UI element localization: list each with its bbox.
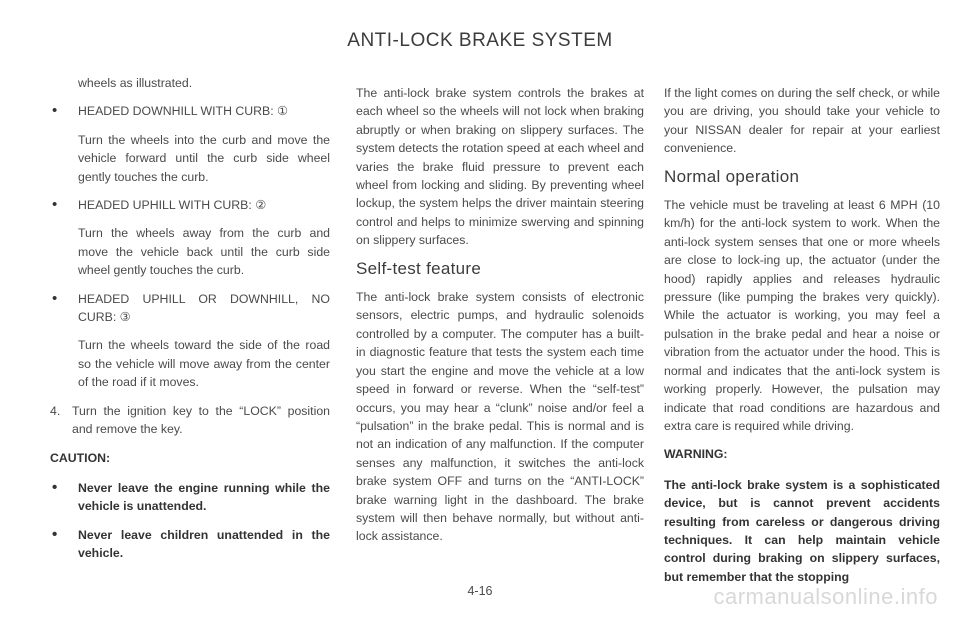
bullet-uphill-curb: [50, 196, 330, 280]
warning-text: The anti-lock brake system is a sophisticated device, but is cannot prevent accidents resulting from careless or dangerous driving techniques. It can help maintain vehicle control during braking on slippery surfaces, but remember that the stopping: [664, 477, 940, 584]
caution-item-children: [50, 526, 330, 563]
section-heading-normal-operation: Normal operation: [664, 166, 800, 186]
self-test-paragraph: The anti-lock brake system consists of electronic sensors, electric pumps, and hydraulic solenoids controlled by a computer. The computer has a built-in diagnostic feature that tests the system each time you start the engine and move the vehicle at a low speed in forward or reverse. When the “self-test” occurs, you may hear a “clunk” noise and/or feel a “pulsation” in the brake pedal. This is normal and is not an indication of any malfunction. If the computer senses any malfunction, it switches the anti-lock brake system OFF and turns on the “ANTI-LOCK” brake warning light in the dashboard. The brake system will then behave normally, but without anti-lock assistance.: [356, 290, 644, 544]
caution-item-engine: [50, 479, 330, 516]
step-4: [50, 402, 330, 439]
page-number: 4-16: [467, 584, 493, 598]
abs-intro-paragraph: The anti-lock brake system controls the brakes at each wheel so the wheels will not lock when braking abruptly or when braking on slippery surfaces. The system detects the rotation speed at each wheel and varies the brake fluid pressure to prevent each wheel from locking and sliding. By preventing wheel lockup, the system helps the driver maintain steering control and helps to minimize swerving and spinning on slippery surfaces.: [356, 86, 644, 248]
caution-text: • Never leave children unattended in the vehicle.: [78, 527, 330, 561]
caution-text: • Never leave the engine running while the vehicle is unattended.: [78, 480, 330, 514]
bullet-no-curb: [50, 290, 330, 392]
watermark: carmanualsonline.info: [713, 584, 938, 609]
bullet-text: Turn the wheels into the curb and move the vehicle forward until the curb side wheel gently touches the curb.: [78, 132, 330, 184]
bullet-heading: • HEADED DOWNHILL WITH CURB: ①: [78, 104, 289, 119]
bullet-text: Turn the wheels toward the side of the road so the vehicle will move away from the center of the road if it moves.: [78, 338, 330, 390]
section-heading-self-test: Self-test feature: [356, 258, 482, 278]
normal-operation-paragraph: The vehicle must be traveling at least 6 MPH (10 km/h) for the anti-lock system to work. When the anti-lock system senses that one or more wheels are close to lock-ing up, the actuator (under the hood) rapidly applies and releases hydraulic pressure (like pumping the brakes very quickly). While the actuator is working, you may feel a pulsation in the brake pedal and hear a noise or vibration from the actuator under the hood. This is normal and indicates that the anti-lock system is working properly. However, the pulsation may indicate that road conditions are hazardous and extra care is required while driving.: [664, 198, 940, 433]
step-text: Turn the ignition key to the “LOCK” position and remove the key.: [72, 403, 330, 437]
left-column: [50, 74, 330, 573]
caution-label: CAUTION:: [50, 450, 111, 465]
bullet-heading: • HEADED UPHILL WITH CURB: ②: [78, 198, 267, 213]
middle-column: [356, 84, 644, 556]
bullet-heading: • HEADED UPHILL OR DOWNHILL, NO CURB: ③: [78, 291, 330, 325]
left-intro: wheels as illustrated.: [78, 76, 193, 90]
bullet-downhill-curb: [50, 102, 330, 186]
right-column: [664, 84, 940, 596]
step-number: 4.: [50, 403, 61, 418]
bullet-text: Turn the wheels away from the curb and move the vehicle back until the curb side wheel gently touches the curb.: [78, 226, 330, 278]
warning-label: WARNING:: [664, 447, 728, 462]
page-title: ANTI-LOCK BRAKE SYSTEM: [347, 30, 613, 51]
light-paragraph: If the light comes on during the self check, or while you are driving, you should take your vehicle to your NISSAN dealer for repair at your earliest convenience.: [664, 86, 940, 156]
